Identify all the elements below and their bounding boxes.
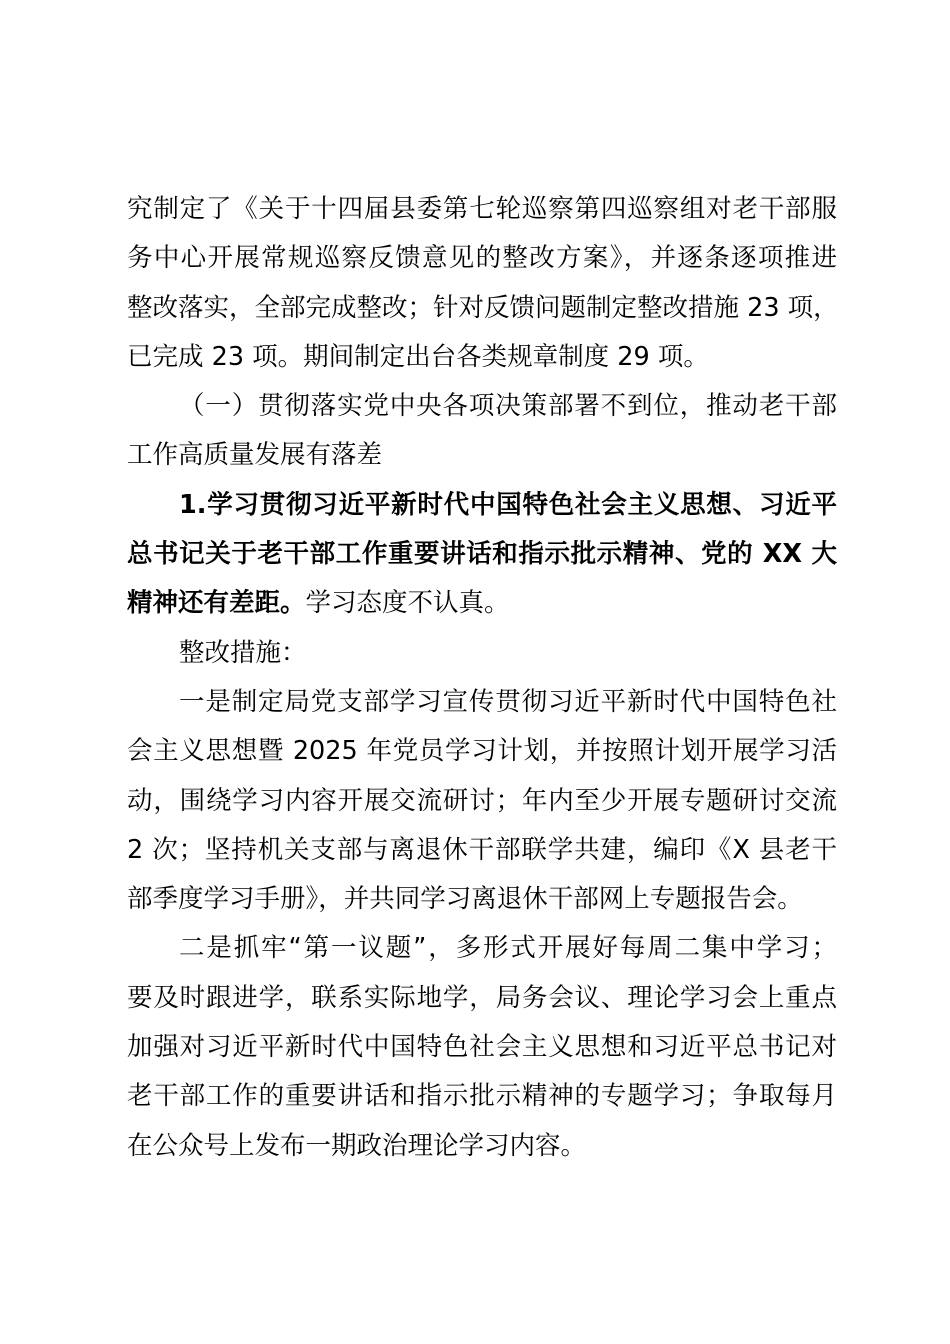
text-line (127, 579, 837, 628)
text-line: 务中心开展常规巡察反馈意见的整改方案》，并逐条逐项推进 (127, 243, 837, 274)
text-line: 在公众号上发布一期政治理论学习内容。 (127, 1130, 587, 1161)
text-line: 已完成 23 项。期间制定出台各类规章制度 29 项。 (127, 341, 709, 372)
bold-text: 精神还有差距。 (127, 588, 306, 619)
text-line: 一是制定局党支部学习宣传贯彻习近平新时代中国特色社 (179, 686, 837, 717)
section-heading (127, 382, 837, 481)
measures-label: 整改措施： (179, 637, 307, 668)
normal-text: 学习态度不认真。 (305, 588, 510, 619)
text-line: 老干部工作的重要讲话和指示批示精神的专题学习；争取每月 (127, 1081, 837, 1112)
text-line: 究制定了《关于十四届县委第七轮巡察第四巡察组对老干部服 (127, 194, 837, 224)
text-line: （一）贯彻落实党中央各项决策部署不到位，推动老干部 (179, 391, 837, 422)
text-line: 整改落实，全部完成整改；针对反馈问题制定整改措施 23 项， (127, 292, 839, 323)
intro-paragraph (127, 185, 837, 382)
text-line: 2 次；坚持机关支部与离退休干部联学共建，编印《X 县老干 (127, 834, 837, 865)
text-line: 部季度学习手册》，并共同学习离退休干部网上专题报告会。 (127, 884, 803, 915)
text-line: 会主义思想暨 2025 年党员学习计划，并按照计划开展学习活 (127, 736, 837, 767)
item-heading (127, 481, 837, 629)
document-page (127, 185, 837, 1171)
text-line: 工作高质量发展有落差 (127, 440, 383, 471)
text-line: 1.学习贯彻习近平新时代中国特色社会主义思想、习近平 (179, 489, 837, 520)
text-line: 二是抓牢“第一议题”，多形式开展好每周二集中学习； (179, 933, 837, 964)
measure-paragraph-1 (127, 678, 837, 924)
text-line: 要及时跟进学，联系实际地学，局务会议、理论学习会上重点 (127, 982, 837, 1013)
text-line: 加强对习近平新时代中国特色社会主义思想和习近平总书记对 (127, 1032, 837, 1063)
text-line: 总书记关于老干部工作重要讲话和指示批示精神、党的 XX 大 (127, 539, 837, 570)
text-line: 动，围绕学习内容开展交流研讨；年内至少开展专题研讨交流 (127, 785, 837, 816)
measure-paragraph-2 (127, 924, 837, 1170)
